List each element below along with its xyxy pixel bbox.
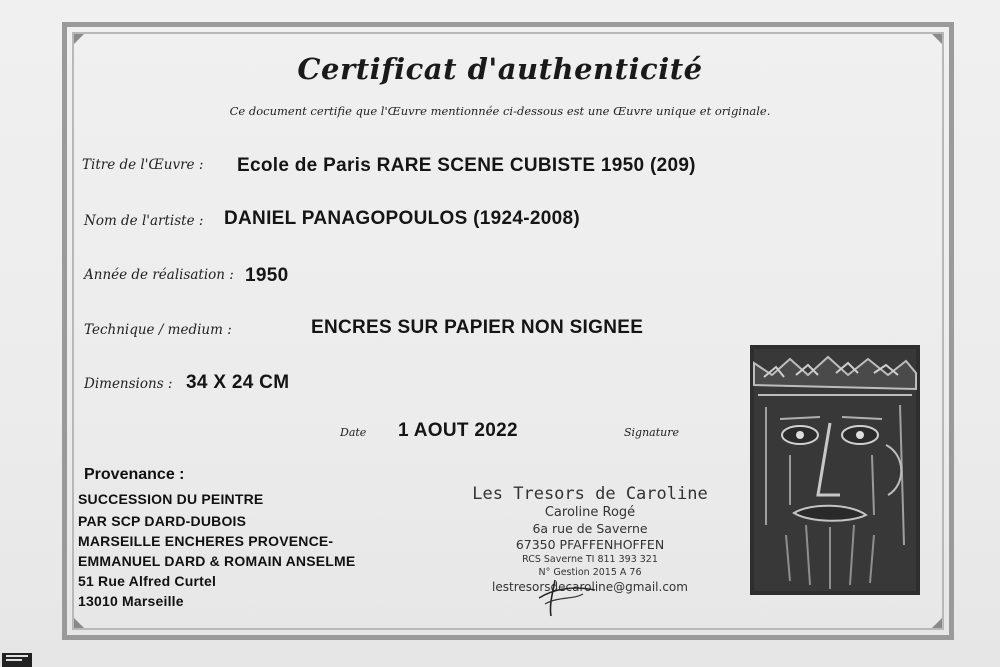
date-label: Date xyxy=(340,426,367,439)
provenance-line: 51 Rue Alfred Curtel xyxy=(78,573,217,589)
artist-value: DANIEL PANAGOPOULOS (1924-2008) xyxy=(224,208,580,229)
handwritten-signature xyxy=(535,578,605,618)
dimensions-value: 34 X 24 CM xyxy=(186,372,290,393)
technique-label: Technique / medium : xyxy=(84,322,232,338)
provenance-line: PAR SCP DARD-DUBOIS xyxy=(78,513,247,529)
artwork-title-label: Titre de l'Œuvre : xyxy=(82,157,204,173)
year-label: Année de réalisation : xyxy=(84,267,234,283)
stamp-city: 67350 PFAFFENHOFFEN xyxy=(515,537,665,552)
date-value: 1 AOUT 2022 xyxy=(398,420,518,441)
provenance-line: MARSEILLE ENCHERES PROVENCE- xyxy=(78,533,334,549)
provenance-line: SUCCESSION DU PEINTRE xyxy=(78,491,264,507)
provenance-heading: Provenance : xyxy=(84,466,185,483)
stamp-owner: Caroline Rogé xyxy=(544,505,636,520)
corner-ornament xyxy=(74,618,84,628)
certificate-title: Certificat d'authenticité xyxy=(297,52,703,86)
dimensions-label: Dimensions : xyxy=(84,376,173,392)
provenance-line: 13010 Marseille xyxy=(78,593,184,609)
artwork-image xyxy=(750,345,920,595)
year-value: 1950 xyxy=(245,265,289,286)
technique-value: ENCRES SUR PAPIER NON SIGNEE xyxy=(311,317,644,338)
corner-ornament xyxy=(74,34,84,44)
signature-label: Signature xyxy=(624,426,680,439)
corner-logo-icon xyxy=(0,650,40,667)
stamp-shop-name: Les Tresors de Caroline xyxy=(472,484,708,504)
corner-ornament xyxy=(932,34,942,44)
certificate-subtitle: Ce document certifie que l'Œuvre mentionnée ci-dessous est une Œuvre unique et originale. xyxy=(229,104,771,118)
stamp-email: lestresorsdecaroline@gmail.com xyxy=(492,580,688,594)
corner-ornament xyxy=(932,618,942,628)
stamp-street: 6a rue de Saverne xyxy=(532,521,648,536)
provenance-line: EMMANUEL DARD & ROMAIN ANSELME xyxy=(78,553,356,569)
stamp-gestion: N° Gestion 2015 A 76 xyxy=(538,567,642,578)
artist-label: Nom de l'artiste : xyxy=(84,213,204,229)
stamp-rcs: RCS Saverne TI 811 393 321 xyxy=(522,554,658,565)
artwork-title-value: Ecole de Paris RARE SCENE CUBISTE 1950 (209) xyxy=(237,155,696,176)
